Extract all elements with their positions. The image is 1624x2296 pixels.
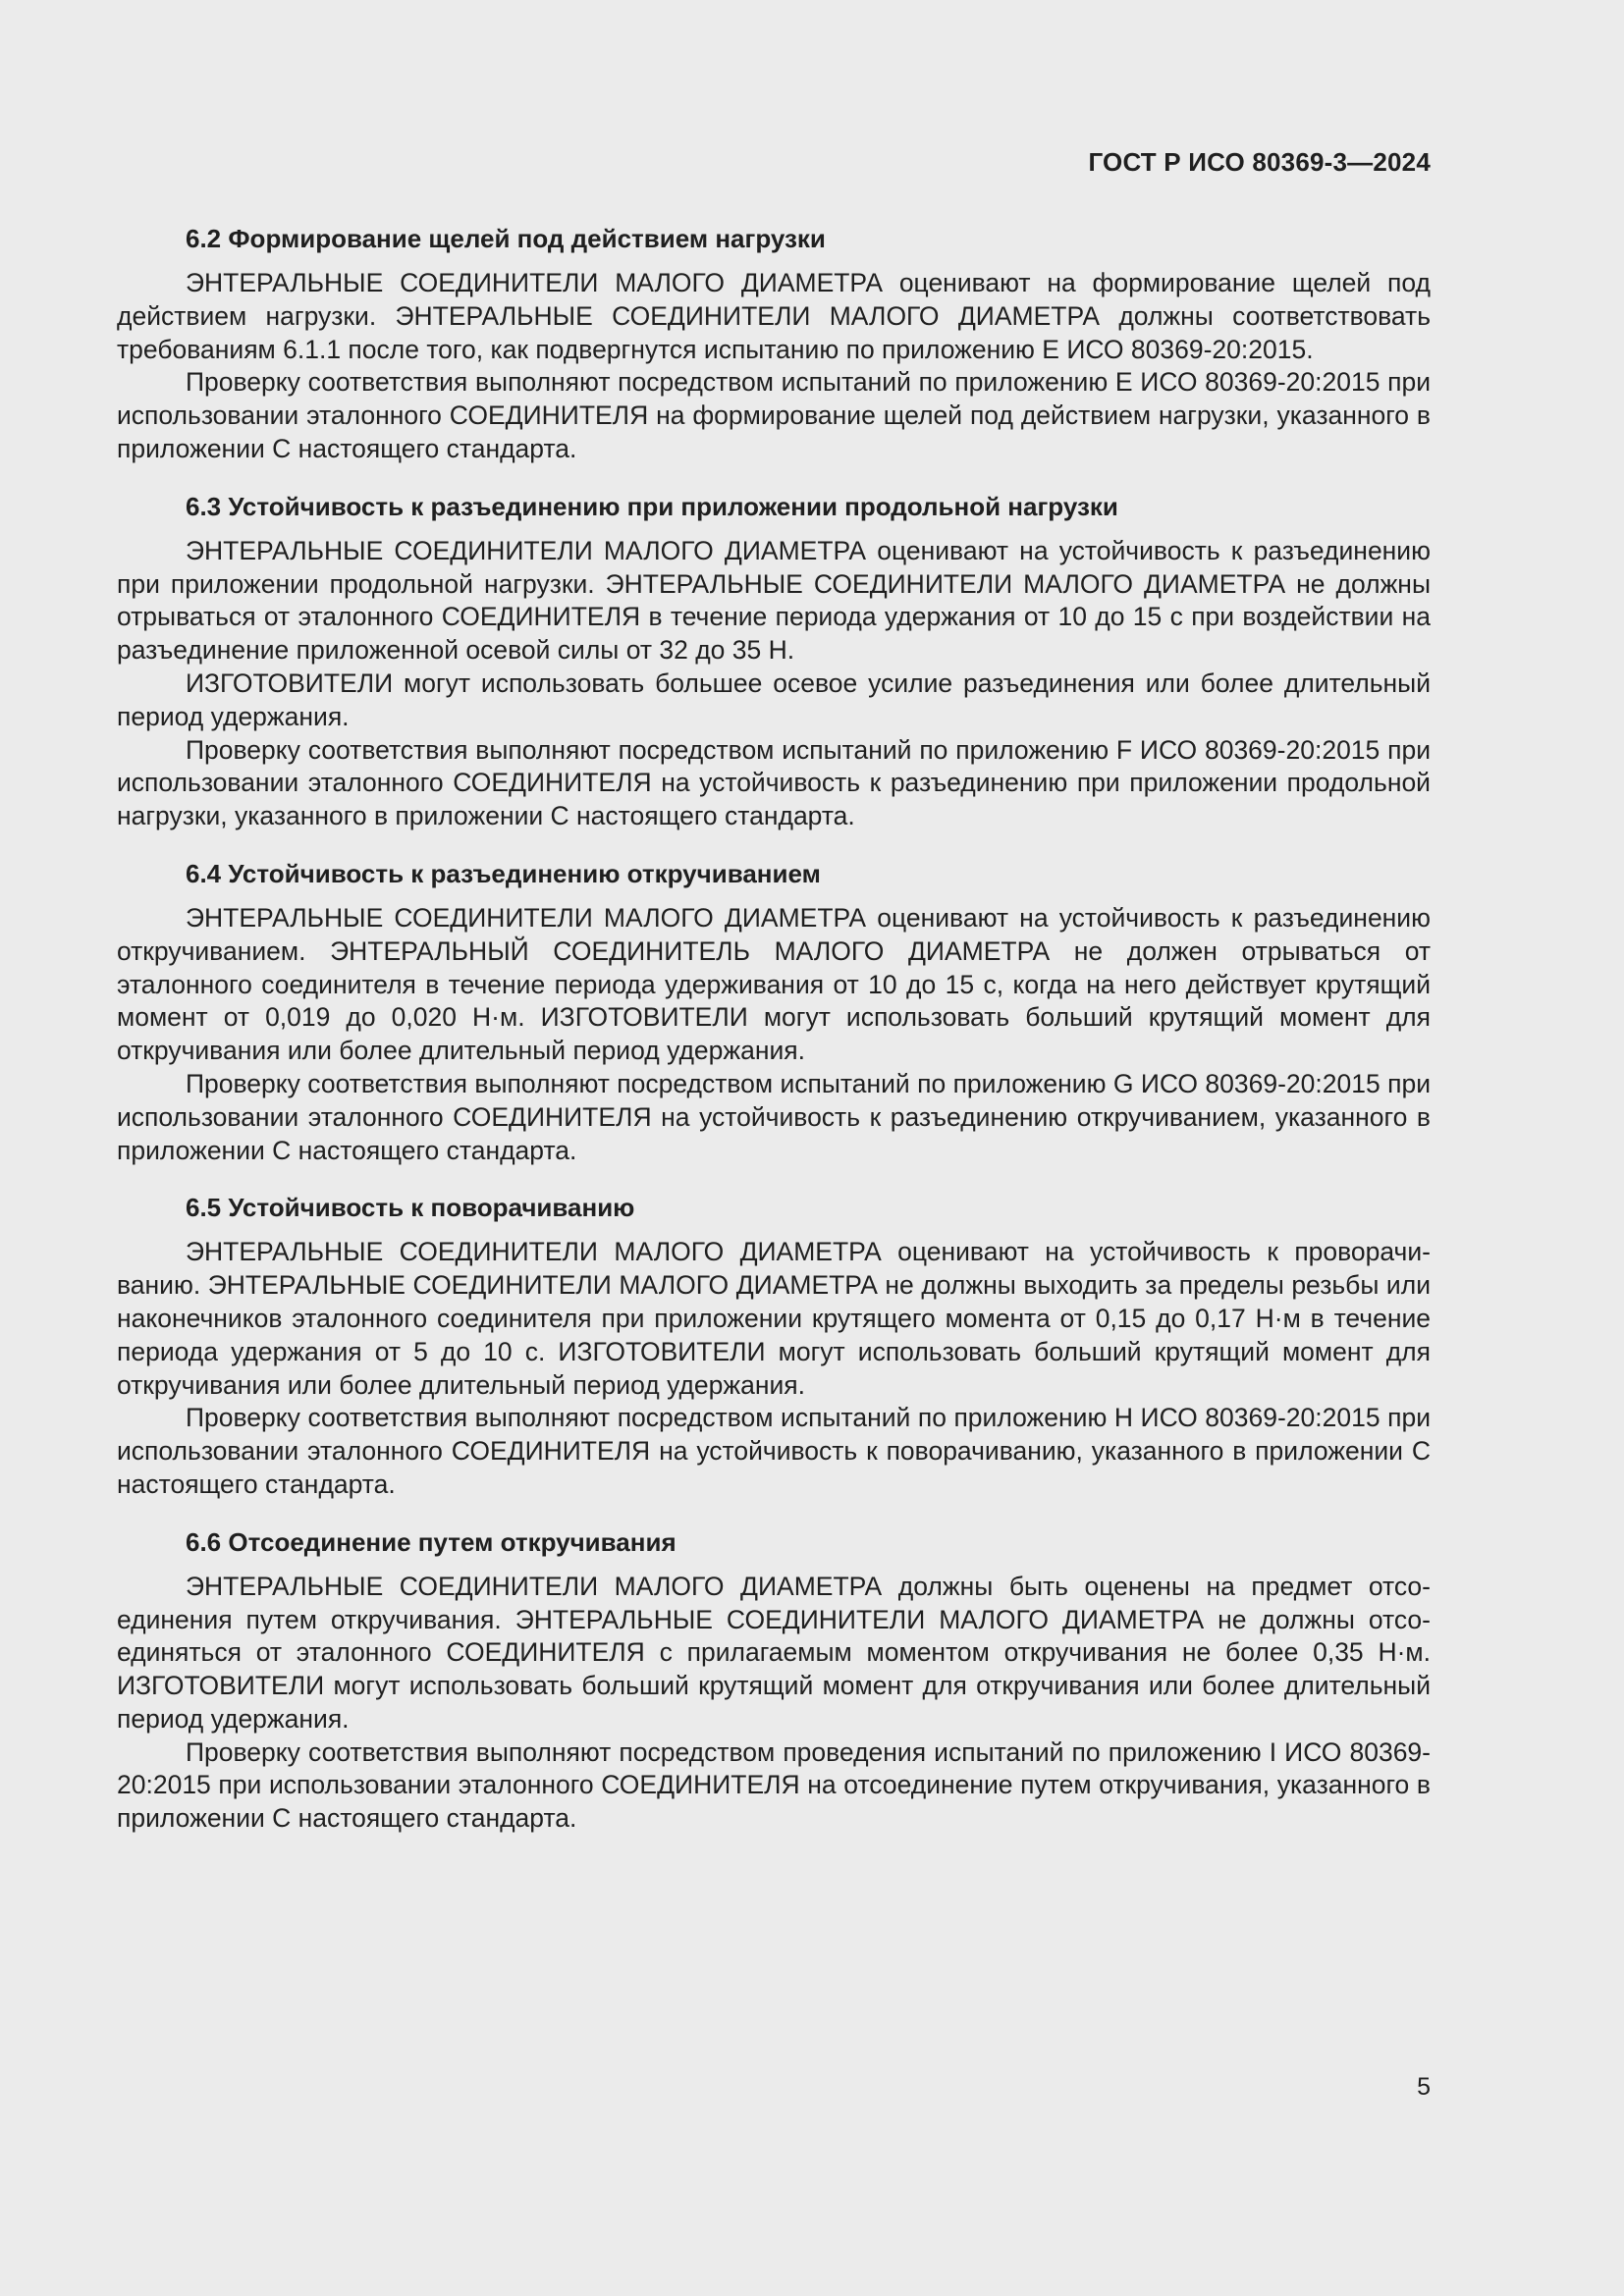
paragraph: Проверку соответствия выполняют посредством испытаний по приложению F ИСО 80369-20:2015 при использовании эталонного СОЕДИНИТЕЛЯ на устойчивость к разъединению при приложении продольной нагрузки, указанного в приложении С настоящего стандарта.: [117, 734, 1431, 831]
paragraph: Проверку соответствия выполняют посредством испытаний по приложению G ИСО 80369-20:2015 при использовании эталонного СОЕДИНИТЕЛЯ на устойчивость к разъединению откручиванием, указанного в приложении С настоящего стандарта.: [117, 1068, 1431, 1165]
section-title: 6.3 Устойчивость к разъединению при приложении продольной нагрузки: [186, 491, 1118, 521]
paragraph: ЭНТЕРАЛЬНЫЕ СОЕДИНИТЕЛИ МАЛОГО ДИАМЕТРА оценивают на устойчивость к разъединению откручиванием. ЭНТЕРАЛЬНЫЙ СОЕДИНИТЕЛЬ МАЛОГО ДИАМЕТРА не должен отрываться от эталонного соединителя в течение периода удерживания от 10 до 15 с, когда на него действует крутящий момент от 0,019 до 0,020 Н·м. ИЗГОТОВИТЕЛИ могут использовать больший крутящий момент для откручивания или более длительный период удержания.: [117, 902, 1431, 1066]
standard-designation: ГОСТ Р ИСО 80369-3—2024: [1088, 147, 1431, 177]
paragraph: Проверку соответствия выполняют посредством испытаний по приложению Е ИСО 80369-20:2015 при использовании эталонного СОЕДИНИТЕЛЯ на формирование щелей под действием нагрузки, указанного в приложении С настоящего стандарта.: [117, 367, 1431, 463]
paragraph: Проверку соответствия выполняют посредством испытаний по приложению Н ИСО 80369-20:2015 при использовании эталонного СОЕДИНИТЕЛЯ на устойчивость к поворачиванию, указанного в приложении С настоящего стандарта.: [117, 1403, 1431, 1499]
section-title: 6.4 Устойчивость к разъединению откручиванием: [186, 858, 821, 888]
section-6-3: [117, 490, 1431, 833]
section-6-2: [117, 222, 1431, 466]
section-6-5: [117, 1191, 1431, 1501]
section-6-6: [117, 1525, 1431, 1836]
paragraph: ЭНТЕРАЛЬНЫЕ СОЕДИНИТЕЛИ МАЛОГО ДИАМЕТРА оценивают на формирование щелей под действием нагрузки. ЭНТЕРАЛЬНЫЕ СОЕДИНИТЕЛИ МАЛОГО ДИАМЕТРА должны соответствовать требованиям 6.1.1 после того, как подвергнутся испытанию по приложению Е ИСО 80369-20:2015.: [117, 268, 1431, 364]
section-title: 6.6 Отсоединение путем откручивания: [186, 1526, 677, 1557]
paragraph: ЭНТЕРАЛЬНЫЕ СОЕДИНИТЕЛИ МАЛОГО ДИАМЕТРА должны быть оценены на предмет отсоединения путем откручивания. ЭНТЕРАЛЬНЫЕ СОЕДИНИТЕЛИ МАЛОГО ДИАМЕТРА не должны отсоединяться от эталонного СОЕДИНИТЕЛЯ с прилагаемым моментом откручивания не более 0,35 Н·м. ИЗГОТОВИТЕЛИ могут использовать больший крутящий момент для откручивания или более длительный период удержания.: [117, 1571, 1431, 1734]
paragraph: ИЗГОТОВИТЕЛИ могут использовать большее осевое усилие разъединения или более длительный период удержания.: [117, 667, 1431, 731]
page-number: 5: [1417, 2073, 1431, 2101]
paragraph: ЭНТЕРАЛЬНЫЕ СОЕДИНИТЕЛИ МАЛОГО ДИАМЕТРА оценивают на устойчивость к разъединению при приложении продольной нагрузки. ЭНТЕРАЛЬНЫЕ СОЕДИНИТЕЛИ МАЛОГО ДИАМЕТРА не должны отрываться от эталонного СОЕДИНИТЕЛЯ в течение периода удержания от 10 до 15 с при воздействии на разъединение приложенной осевой силы от 32 до 35 Н.: [117, 535, 1431, 666]
section-title: 6.5 Устойчивость к поворачиванию: [186, 1193, 635, 1223]
section-title: 6.2 Формирование щелей под действием нагрузки: [186, 224, 826, 253]
document-body: [117, 222, 1431, 1859]
section-6-4: [117, 857, 1431, 1167]
paragraph: Проверку соответствия выполняют посредством проведения испытаний по приложению I ИСО 80369-20:2015 при использовании эталонного СОЕДИНИТЕЛЯ на отсоединение путем откручивания, указанного в приложении С настоящего стандарта.: [117, 1736, 1431, 1834]
paragraph: ЭНТЕРАЛЬНЫЕ СОЕДИНИТЕЛИ МАЛОГО ДИАМЕТРА оценивают на устойчивость к проворачиванию. ЭНТЕРАЛЬНЫЕ СОЕДИНИТЕЛИ МАЛОГО ДИАМЕТРА не должны выходить за пределы резьбы или наконечников эталонного соединителя при приложении крутящего момента от 0,15 до 0,17 Н·м в течение периода удержания от 5 до 10 с. ИЗГОТОВИТЕЛИ могут использовать больший крутящий момент для откручивания или более длительный период удержания.: [117, 1237, 1431, 1400]
